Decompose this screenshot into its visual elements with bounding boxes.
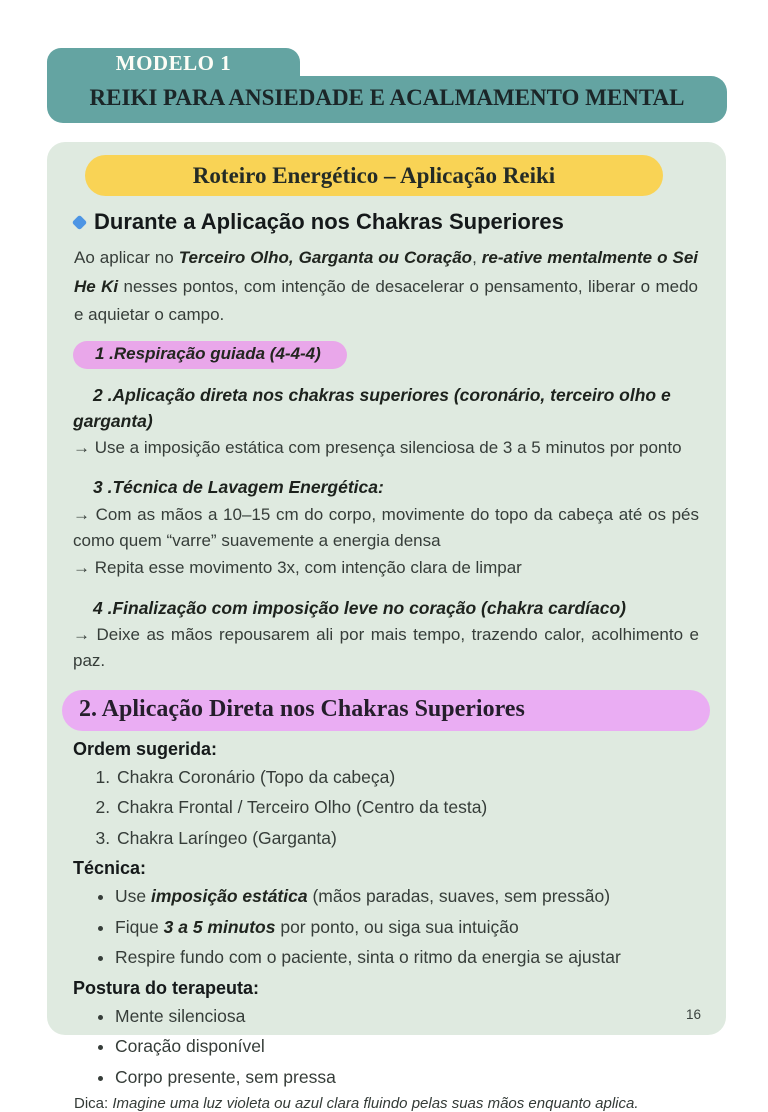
model-tab-label: MODELO 1 [115, 51, 232, 75]
intro-text: , [472, 248, 482, 267]
intro-paragraph [74, 244, 698, 330]
page-header [47, 76, 727, 123]
intro-bold: re-ative mentalmente o Sei He Ki [74, 248, 699, 296]
step-3-label: 3 .Técnica de Lavagem Energética: [93, 477, 384, 498]
list-item: • Corpo presente, sem pressa [115, 1065, 699, 1090]
bullet-text: Fique [115, 916, 164, 937]
list-item: 2. Chakra Frontal / Terceiro Olho (Centro da testa) [115, 795, 699, 820]
step-3-line: → Com as mãos a 10–15 cm do corpo, movimente do topo da cabeça até os pés como quem “varre” suavemente a energia densa [73, 504, 699, 551]
list-item: 3. Chakra Laríngeo (Garganta) [115, 826, 699, 851]
section2-heading-pill [62, 690, 710, 731]
section2-heading-text: 2. Aplicação Direta nos Chakras Superiores [79, 695, 525, 722]
step-2 [73, 382, 699, 462]
ordem-list [73, 765, 699, 851]
list-item: • Mente silenciosa [115, 1004, 699, 1029]
bullet-text: Respire fundo com o paciente, sinta o ritmo da energia se ajustar [115, 947, 621, 968]
bullet-text: (mãos paradas, suaves, sem pressão) [307, 886, 611, 907]
banner-pill [85, 155, 663, 196]
tecnica-label: Técnica: [73, 858, 147, 879]
step-4 [73, 595, 699, 675]
section1-heading-text: Durante a Aplicação nos Chakras Superiores [94, 209, 564, 234]
tip-line [74, 1095, 699, 1112]
intro-text: nesses pontos, com intenção de desacelerar o pensamento, liberar o medo e aquietar o campo. [74, 276, 699, 325]
tip-text: Imagine uma luz violeta ou azul clara fluindo pelas suas mãos enquanto aplica. [112, 1095, 639, 1112]
tecnica-list [73, 884, 699, 970]
page-number: 16 [685, 1007, 701, 1022]
page-title: REIKI PARA ANSIEDADE E ACALMAMENTO MENTAL [89, 85, 685, 110]
list-item: 1. Chakra Coronário (Topo da cabeça) [115, 765, 699, 790]
ordem-label: Ordem sugerida: [73, 738, 218, 759]
list-item: • Coração disponível [115, 1034, 699, 1059]
list-item [115, 884, 699, 909]
step-2-label: 2 .Aplicação direta nos chakras superiores (coronário, terceiro olho e garganta) [73, 384, 671, 431]
intro-text: Ao aplicar no [74, 248, 179, 267]
step-4-line: → Deixe as mãos repousarem ali por mais tempo, trazendo calor, acolhimento e paz. [73, 625, 699, 671]
step-4-label: 4 .Finalização com imposição leve no coração (chakra cardíaco) [93, 597, 626, 618]
bullet-text: por ponto, ou siga sua intuição [275, 916, 519, 937]
content-card [47, 142, 726, 1112]
banner-label: Roteiro Energético – Aplicação Reiki [192, 163, 556, 188]
bullet-bold: 3 a 5 minutos [163, 916, 276, 937]
tip-label: Dica: [74, 1095, 109, 1112]
intro-bold: Terceiro Olho, Garganta ou Coração [178, 248, 473, 267]
diamond-bullet-icon [72, 214, 88, 230]
step-1-pill [73, 341, 347, 369]
step-1-label: 1 .Respiração guiada (4-4-4) [95, 343, 321, 363]
section1-heading [74, 209, 699, 235]
step-3-line: → Repita esse movimento 3x, com intenção clara de limpar [73, 558, 522, 578]
bullet-bold: imposição estática [150, 886, 308, 907]
postura-label: Postura do terapeuta: [73, 977, 260, 998]
step-2-line: → Use a imposição estática com presença silenciosa de 3 a 5 minutos por ponto [73, 438, 682, 458]
list-item [115, 915, 699, 940]
postura-list [73, 1004, 699, 1090]
step-3 [73, 474, 699, 581]
bullet-text: Use [115, 886, 151, 907]
list-item [115, 945, 699, 970]
